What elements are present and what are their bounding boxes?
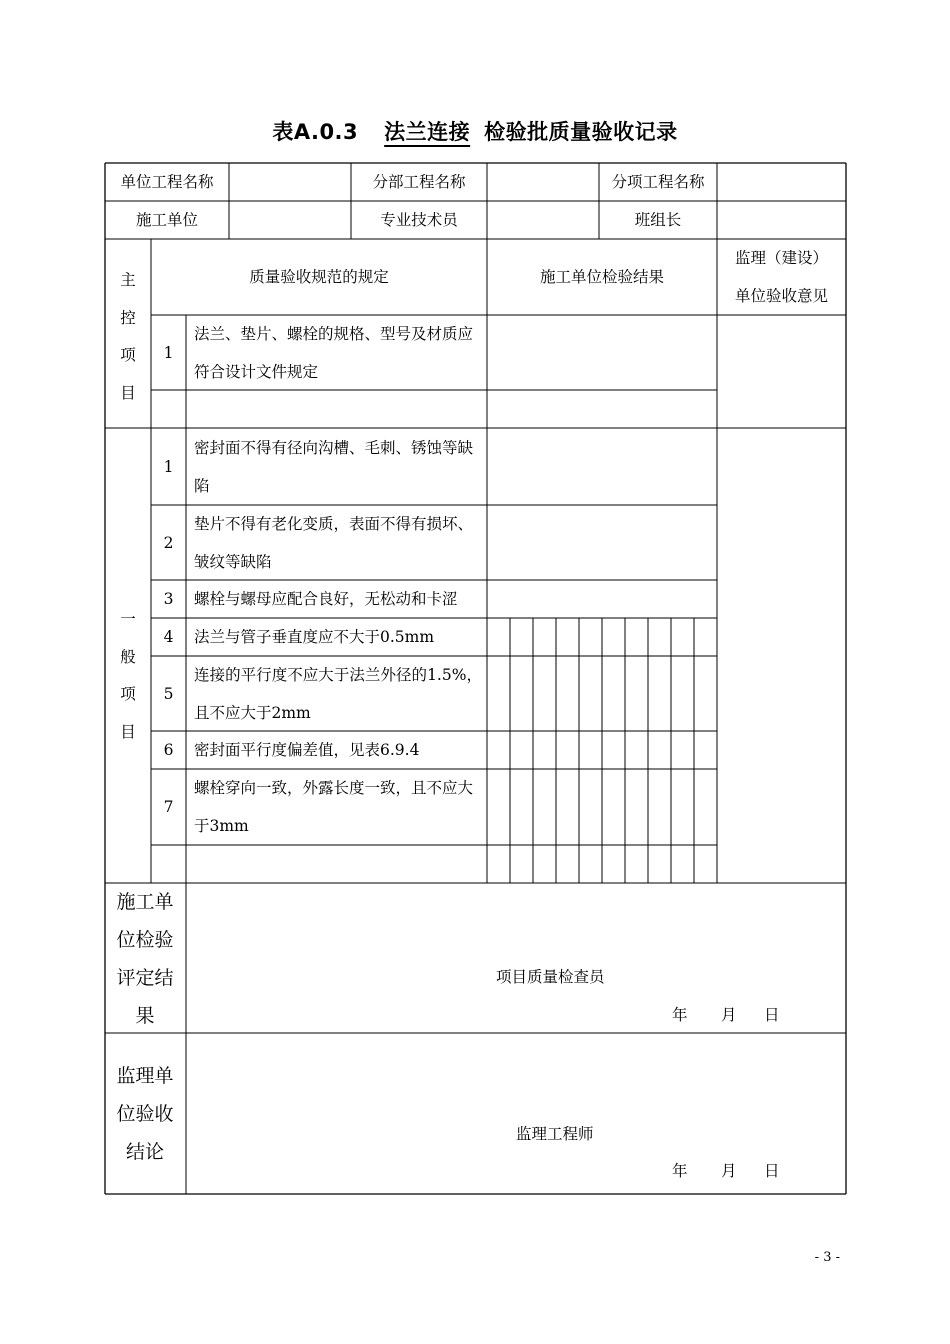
general-label-char: 一 (120, 610, 136, 628)
general-item-number: 2 (163, 534, 174, 552)
eval-day-label: 日 (764, 1006, 780, 1024)
division-project-name-label: 分部工程名称 (372, 173, 466, 191)
item-project-name-label: 分项工程名称 (611, 173, 705, 191)
title-suffix: 检验批质量验收记录 (484, 120, 678, 144)
general-item-number: 5 (163, 685, 174, 703)
general-item-number: 4 (163, 628, 174, 646)
general-item-text: 垫片不得有老化变质，表面不得有损坏、皱纹等缺陷 (194, 515, 474, 571)
general-label (113, 601, 143, 751)
spec-column-header: 质量验收规范的规定 (249, 268, 389, 286)
quality-inspector-label: 项目质量检查员 (496, 968, 605, 986)
supervision-column-header-line2: 单位验收意见 (734, 287, 828, 305)
supervision-column-header-line1: 监理（建设） (734, 249, 828, 267)
general-item-number: 3 (163, 590, 174, 608)
eval-year-label: 年 (672, 1006, 688, 1024)
general-item-number: 1 (163, 458, 174, 476)
main-control-label-char: 控 (120, 308, 136, 327)
general-item-text: 法兰与管子垂直度应不大于0.5mm (194, 628, 435, 646)
supervising-engineer-label: 监理工程师 (516, 1125, 594, 1143)
eval-month-label: 月 (721, 1006, 737, 1024)
conclusion-month-label: 月 (721, 1162, 737, 1180)
general-item-text: 密封面不得有径向沟槽、毛刺、锈蚀等缺陷 (194, 439, 474, 495)
main-item-number: 1 (163, 344, 174, 362)
title-prefix: 表A.0.3 (272, 120, 359, 144)
conclusion-day-label: 日 (764, 1162, 780, 1180)
general-label-char: 般 (120, 647, 136, 666)
title-subject: 法兰连接 (384, 120, 471, 144)
main-control-label-char: 目 (120, 383, 136, 402)
team-leader-label: 班组长 (634, 211, 682, 229)
general-item-number: 7 (163, 798, 174, 816)
general-label-char: 目 (120, 722, 136, 741)
general-label-char: 项 (120, 685, 136, 703)
main-control-label-char: 项 (120, 346, 136, 364)
general-item-text: 螺栓穿向一致，外露长度一致，且不应大于3mm (194, 779, 474, 835)
construction-unit-label: 施工单位 (135, 211, 198, 229)
main-control-label-char: 主 (120, 271, 136, 289)
general-item-text: 连接的平行度不应大于法兰外径的1.5%，且不应大于2mm (194, 666, 482, 722)
result-column-header: 施工单位检验结果 (539, 268, 664, 286)
page-number: - 3 - (814, 1250, 840, 1265)
main-item-text: 法兰、垫片、螺栓的规格、型号及材质应符合设计文件规定 (194, 325, 474, 381)
main-control-label (113, 262, 143, 412)
general-item-text: 密封面平行度偏差值，见表6.9.4 (194, 741, 420, 759)
general-item-text: 螺栓与螺母应配合良好，无松动和卡涩 (194, 590, 458, 608)
conclusion-year-label: 年 (672, 1162, 688, 1180)
technician-label: 专业技术员 (380, 211, 458, 229)
construction-evaluation-label: 施工单位检验评定结果 (116, 891, 174, 1027)
supervision-conclusion-label: 监理单位验收结论 (116, 1065, 174, 1163)
general-item-number: 6 (163, 741, 174, 759)
unit-project-name-label: 单位工程名称 (120, 173, 214, 191)
